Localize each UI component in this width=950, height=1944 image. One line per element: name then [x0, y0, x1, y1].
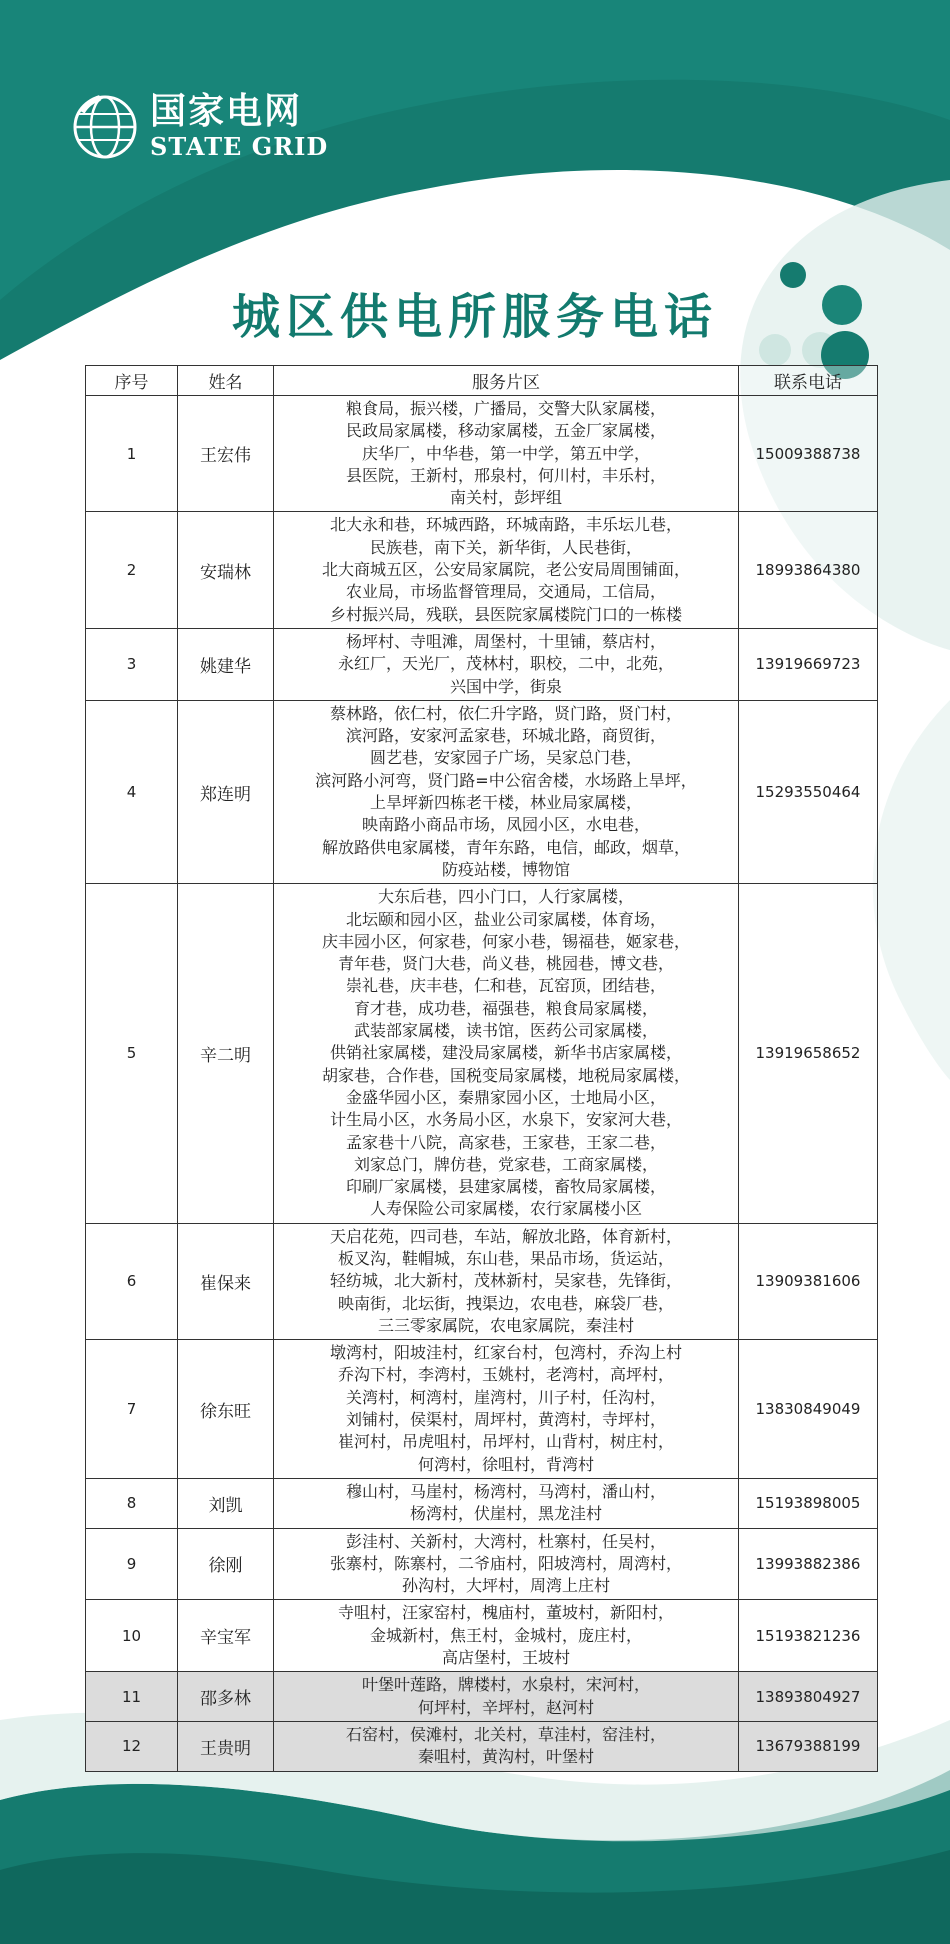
- row-no: 10: [86, 1600, 178, 1672]
- row-area: 叶堡叶莲路，牌楼村，水泉村，宋河村， 何坪村，辛坪村，赵河村: [274, 1672, 739, 1722]
- globe-logo-icon: [70, 92, 140, 162]
- row-phone: 15009388738: [739, 396, 878, 512]
- row-phone: 13993882386: [739, 1528, 878, 1600]
- row-phone: 13909381606: [739, 1223, 878, 1339]
- row-area: 墩湾村，阳坡洼村，红家台村，包湾村，乔沟上村 乔沟下村，李湾村，玉姚村，老湾村，高坪村， 关湾村，柯湾村，崖湾村，川子村，任沟村， 刘铺村，侯渠村，周坪村，黄湾村，寺坪村， 崔河村，吊虎咀村，吊坪村，山背村，树庄村， 何湾村，徐咀村，背湾村: [274, 1340, 739, 1479]
- row-area: 大东后巷，四小门口，人行家属楼， 北坛颐和园小区，盐业公司家属楼，体育场， 庆丰园小区，何家巷，何家小巷，锡福巷，姬家巷， 青年巷，贤门大巷，尚义巷，桃园巷，博文巷， 崇礼巷，庆丰巷，仁和巷，瓦窑顶，团结巷， 育才巷，成功巷，福强巷，粮食局家属楼， 武装部家属楼，读书馆，医药公司家属楼， 供销社家属楼，建没局家属楼，新华书店家属楼， 胡家巷，合作巷，国税变局家属楼，地税局家属楼， 金盛华园小区，秦鼎家园小区，士地局小区， 计生局小区，水务局小区，水泉下，安家河大巷， 孟家巷十八院，高家巷，王家巷，王家二巷， 刘家总门，牌仿巷，党家巷，工商家属楼， 印刷厂家属楼，县建家属楼，畜牧局家属楼， 人寿保险公司家属楼，农行家属楼小区: [274, 884, 739, 1223]
- row-no: 5: [86, 884, 178, 1223]
- row-no: 8: [86, 1478, 178, 1528]
- row-name: 郑连明: [178, 700, 274, 883]
- row-name: 邵多林: [178, 1672, 274, 1722]
- row-no: 7: [86, 1340, 178, 1479]
- row-phone: 18993864380: [739, 512, 878, 628]
- row-no: 2: [86, 512, 178, 628]
- row-phone: 15193821236: [739, 1600, 878, 1672]
- brand-name-en: STATE GRID: [150, 132, 329, 161]
- row-name: 徐东旺: [178, 1340, 274, 1479]
- row-name: 王贵明: [178, 1721, 274, 1771]
- row-name: 徐刚: [178, 1528, 274, 1600]
- row-name: 辛宝军: [178, 1600, 274, 1672]
- header-name: 姓名: [178, 366, 274, 396]
- row-phone: 15193898005: [739, 1478, 878, 1528]
- table-row: [86, 884, 878, 1223]
- table-row: [86, 700, 878, 883]
- row-no: 9: [86, 1528, 178, 1600]
- row-area: 北大永和巷，环城西路，环城南路，丰乐坛儿巷， 民族巷，南下关，新华街，人民巷街， 北大商城五区，公安局家属院，老公安局周围铺面， 农业局，市场监督管理局，交通局，工信局， 乡村振兴局，残联，县医院家属楼院门口的一栋楼: [274, 512, 739, 628]
- row-area: 寺咀村，汪家窑村，槐庙村，董坡村，新阳村， 金城新村，焦王村，金城村，庞庄村， 高店堡村，王坡村: [274, 1600, 739, 1672]
- table-header-row: [86, 366, 878, 396]
- row-phone: 15293550464: [739, 700, 878, 883]
- row-area: 天启花苑，四司巷，车站，解放北路，体育新村， 板叉沟，鞋帽城，东山巷，果品市场，货运站， 轻纺城，北大新村，茂林新村，吴家巷，先锋街， 映南街，北坛街，拽渠边，农电巷，麻袋厂巷， 三三零家属院，农电家属院，秦洼村: [274, 1223, 739, 1339]
- row-area: 彭洼村、关新村，大湾村，杜寨村，任吴村， 张寨村，陈寨村，二爷庙村，阳坡湾村，周湾村， 孙沟村，大坪村，周湾上庄村: [274, 1528, 739, 1600]
- table-row: [86, 1528, 878, 1600]
- row-phone: 13919658652: [739, 884, 878, 1223]
- row-no: 12: [86, 1721, 178, 1771]
- row-name: 崔保来: [178, 1223, 274, 1339]
- table-row: [86, 1223, 878, 1339]
- row-phone: 13919669723: [739, 628, 878, 700]
- row-area: 杨坪村、寺咀滩，周堡村，十里铺，蔡店村， 永红厂，天光厂，茂林村，职校，二中，北苑， 兴国中学，街泉: [274, 628, 739, 700]
- table-row: [86, 512, 878, 628]
- row-area: 石窑村，侯滩村，北关村，草洼村，窑洼村， 秦咀村，黄沟村，叶堡村: [274, 1721, 739, 1771]
- service-table: [85, 365, 878, 1772]
- header-no: 序号: [86, 366, 178, 396]
- table-row: [86, 1340, 878, 1479]
- row-no: 3: [86, 628, 178, 700]
- row-no: 11: [86, 1672, 178, 1722]
- header-area: 服务片区: [274, 366, 739, 396]
- table-row: [86, 628, 878, 700]
- row-name: 辛二明: [178, 884, 274, 1223]
- brand-name-cn: 国家电网: [150, 91, 303, 132]
- state-grid-logo: [70, 92, 328, 162]
- table-row: [86, 1600, 878, 1672]
- page-title: 城区供电所服务电话: [231, 289, 718, 345]
- row-no: 4: [86, 700, 178, 883]
- row-area: 粮食局，振兴楼，广播局，交警大队家属楼， 民政局家属楼，移动家属楼，五金厂家属楼， 庆华厂，中华巷，第一中学，第五中学， 县医院，王新村，邢泉村，何川村，丰乐村， 南关村，彭坪组: [274, 396, 739, 512]
- table-row: [86, 1478, 878, 1528]
- row-name: 刘凯: [178, 1478, 274, 1528]
- row-no: 6: [86, 1223, 178, 1339]
- row-name: 安瑞林: [178, 512, 274, 628]
- header-phone: 联系电话: [739, 366, 878, 396]
- row-name: 姚建华: [178, 628, 274, 700]
- table-row: [86, 1721, 878, 1771]
- row-name: 王宏伟: [178, 396, 274, 512]
- row-phone: 13893804927: [739, 1672, 878, 1722]
- table-row: [86, 396, 878, 512]
- table-row: [86, 1672, 878, 1722]
- row-area: 穆山村，马崖村，杨湾村，马湾村，潘山村， 杨湾村，伏崖村，黑龙洼村: [274, 1478, 739, 1528]
- row-no: 1: [86, 396, 178, 512]
- row-area: 蔡林路，依仁村，依仁升字路，贤门路，贤门村， 滨河路，安家河孟家巷，环城北路，商贸街， 圆艺巷，安家园子广场，吴家总门巷， 滨河路小河弯，贤门路=中公宿舍楼，水场路上旱坪， 上旱坪新四栋老干楼，林业局家属楼， 映南路小商品市场，凤园小区，水电巷， 解放路供电家属楼，青年东路，电信，邮政，烟草， 防疫站楼，博物馆: [274, 700, 739, 883]
- row-phone: 13830849049: [739, 1340, 878, 1479]
- row-phone: 13679388199: [739, 1721, 878, 1771]
